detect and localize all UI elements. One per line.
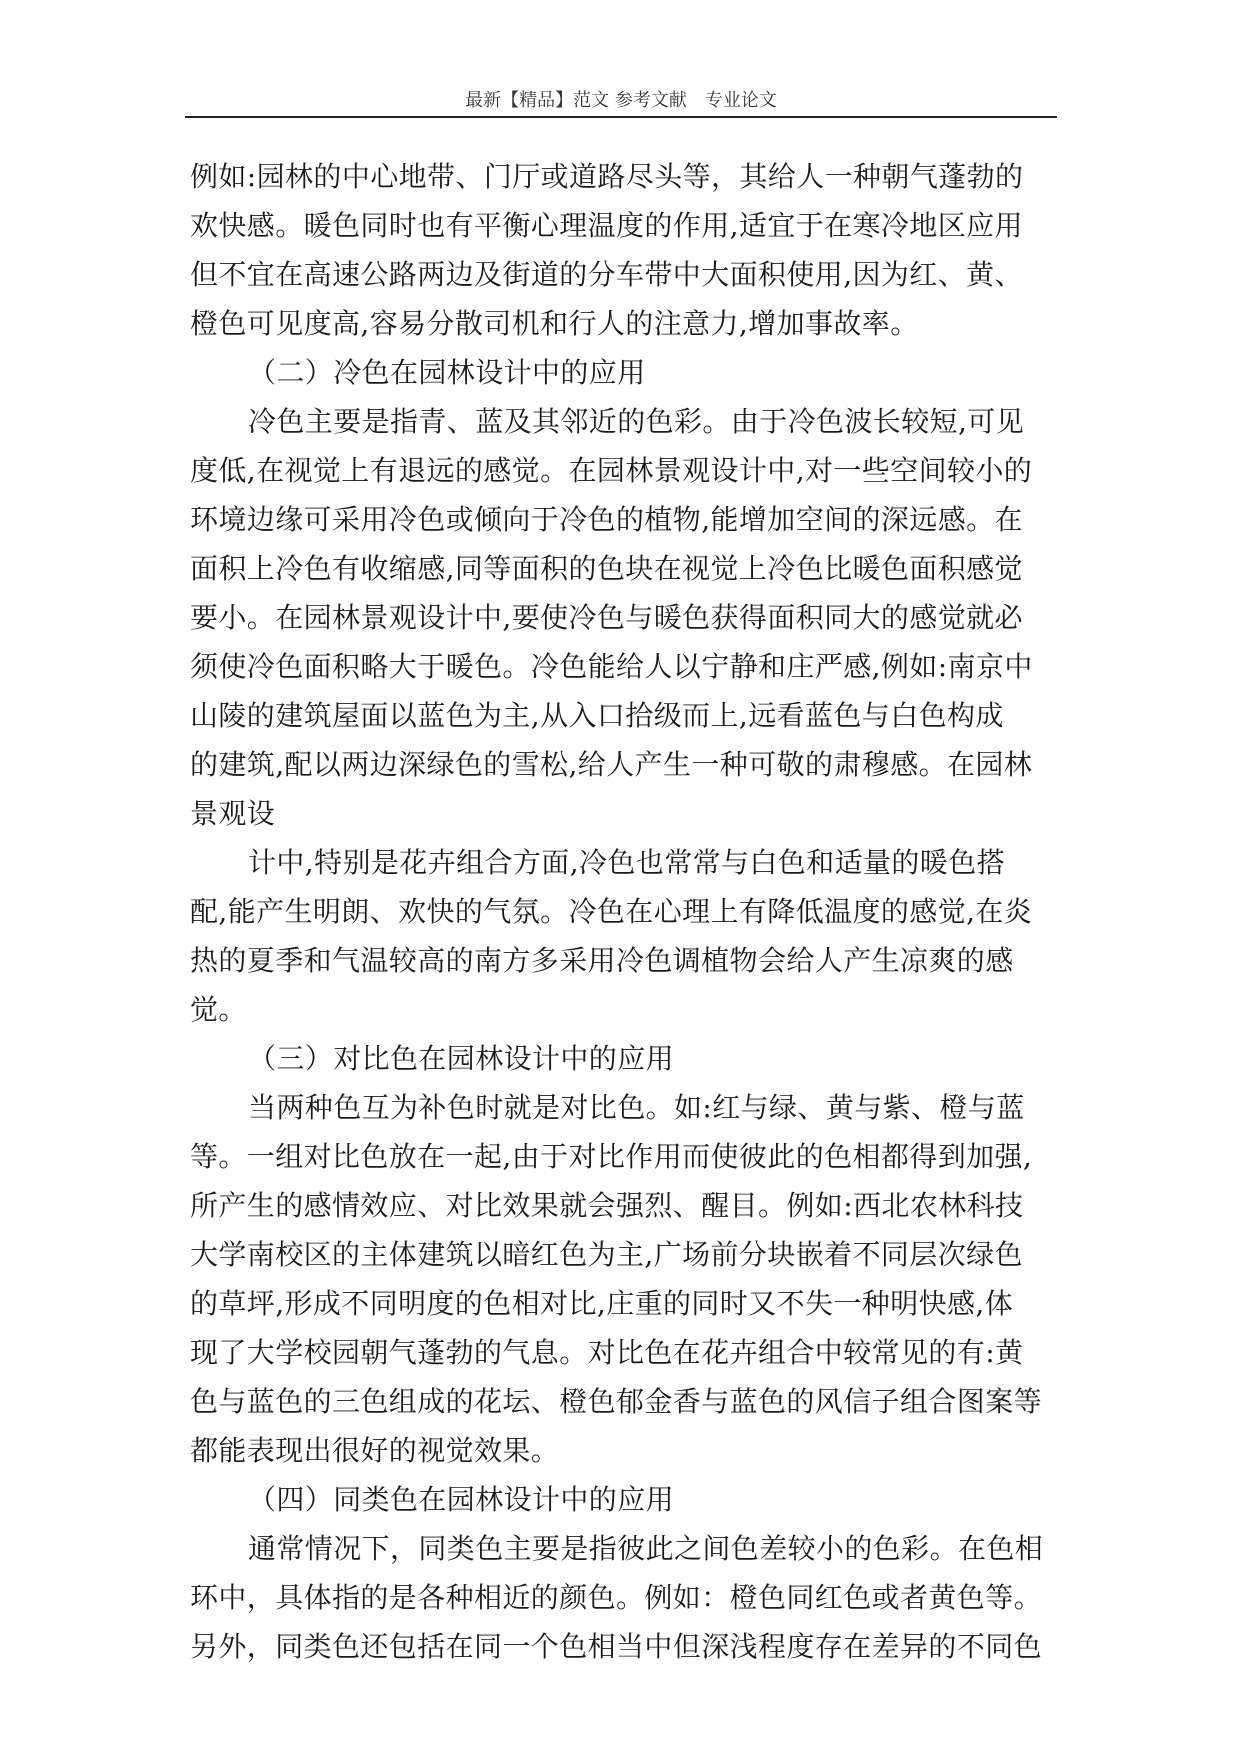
text-line: 觉。: [190, 993, 247, 1026]
text-line: 但不宜在高速公路两边及街道的分车带中大面积使用,因为红、黄、: [190, 258, 1023, 291]
text-line: 环境边缘可采用冷色或倾向于冷色的植物,能增加空间的深远感。在: [190, 503, 1023, 536]
text-line: （三）对比色在园林设计中的应用: [248, 1042, 675, 1075]
text-line: 须使冷色面积略大于暖色。冷色能给人以宁静和庄严感,例如:南京中: [190, 650, 1033, 683]
text-line: 的草坪,形成不同明度的色相对比,庄重的同时又不失一种明快感,体: [190, 1287, 1014, 1320]
text-line: 的建筑,配以两边深绿色的雪松,给人产生一种可敬的肃穆感。在园林: [190, 748, 1033, 781]
text-line: 等。一组对比色放在一起,由于对比作用而使彼此的色相都得到加强,: [190, 1140, 1033, 1173]
text-line: 通常情况下，同类色主要是指彼此之间色差较小的色彩。在色相: [248, 1532, 1044, 1565]
text-line: 所产生的感情效应、对比效果就会强烈、醒目。例如:西北农林科技: [190, 1189, 1024, 1222]
text-line: 色与蓝色的三色组成的花坛、橙色郁金香与蓝色的风信子组合图案等: [190, 1385, 1043, 1418]
text-line: 度低,在视觉上有退远的感觉。在园林景观设计中,对一些空间较小的: [190, 454, 1033, 487]
text-line: 景观设: [190, 797, 276, 830]
text-line: 例如:园林的中心地带、门厅或道路尽头等，其给人一种朝气蓬勃的: [190, 160, 1024, 193]
text-line: 面积上冷色有收缩感,同等面积的色块在视觉上冷色比暖色面积感觉: [190, 552, 1023, 585]
text-line: 计中,特别是花卉组合方面,冷色也常常与白色和适量的暖色搭: [248, 846, 1006, 879]
page-header: 最新【精品】范文 参考文献 专业论文: [465, 90, 777, 111]
text-line: 橙色可见度高,容易分散司机和行人的注意力,增加事故率。: [190, 307, 919, 340]
document-body: [190, 152, 1062, 1671]
text-line: 大学南校区的主体建筑以暗红色为主,广场前分块嵌着不同层次绿色: [190, 1238, 1023, 1271]
text-line: 配,能产生明朗、欢快的气氛。冷色在心理上有降低温度的感觉,在炎: [190, 895, 1033, 928]
text-line: 山陵的建筑屋面以蓝色为主,从入口拾级而上,远看蓝色与白色构成: [190, 699, 1004, 732]
text-line: 环中，具体指的是各种相近的颜色。例如：橙色同红色或者黄色等。: [190, 1581, 1043, 1614]
text-line: 另外，同类色还包括在同一个色相当中但深浅程度存在差异的不同色: [190, 1630, 1043, 1663]
text-line: 都能表现出很好的视觉效果。: [190, 1434, 560, 1467]
header-divider: [185, 116, 1057, 118]
text-line: （四）同类色在园林设计中的应用: [248, 1483, 675, 1516]
text-line: 欢快感。暖色同时也有平衡心理温度的作用,适宜于在寒冷地区应用: [190, 209, 1023, 242]
text-line: 要小。在园林景观设计中,要使冷色与暖色获得面积同大的感觉就必: [190, 601, 1023, 634]
text-line: 热的夏季和气温较高的南方多采用冷色调植物会给人产生凉爽的感: [190, 944, 1014, 977]
text-line: 当两种色互为补色时就是对比色。如:红与绿、黄与紫、橙与蓝: [248, 1091, 1025, 1124]
text-line: 现了大学校园朝气蓬勃的气息。对比色在花卉组合中较常见的有:黄: [190, 1336, 1024, 1369]
text-line: 冷色主要是指青、蓝及其邻近的色彩。由于冷色波长较短,可见: [248, 405, 1025, 438]
text-line: （二）冷色在园林设计中的应用: [248, 356, 646, 389]
